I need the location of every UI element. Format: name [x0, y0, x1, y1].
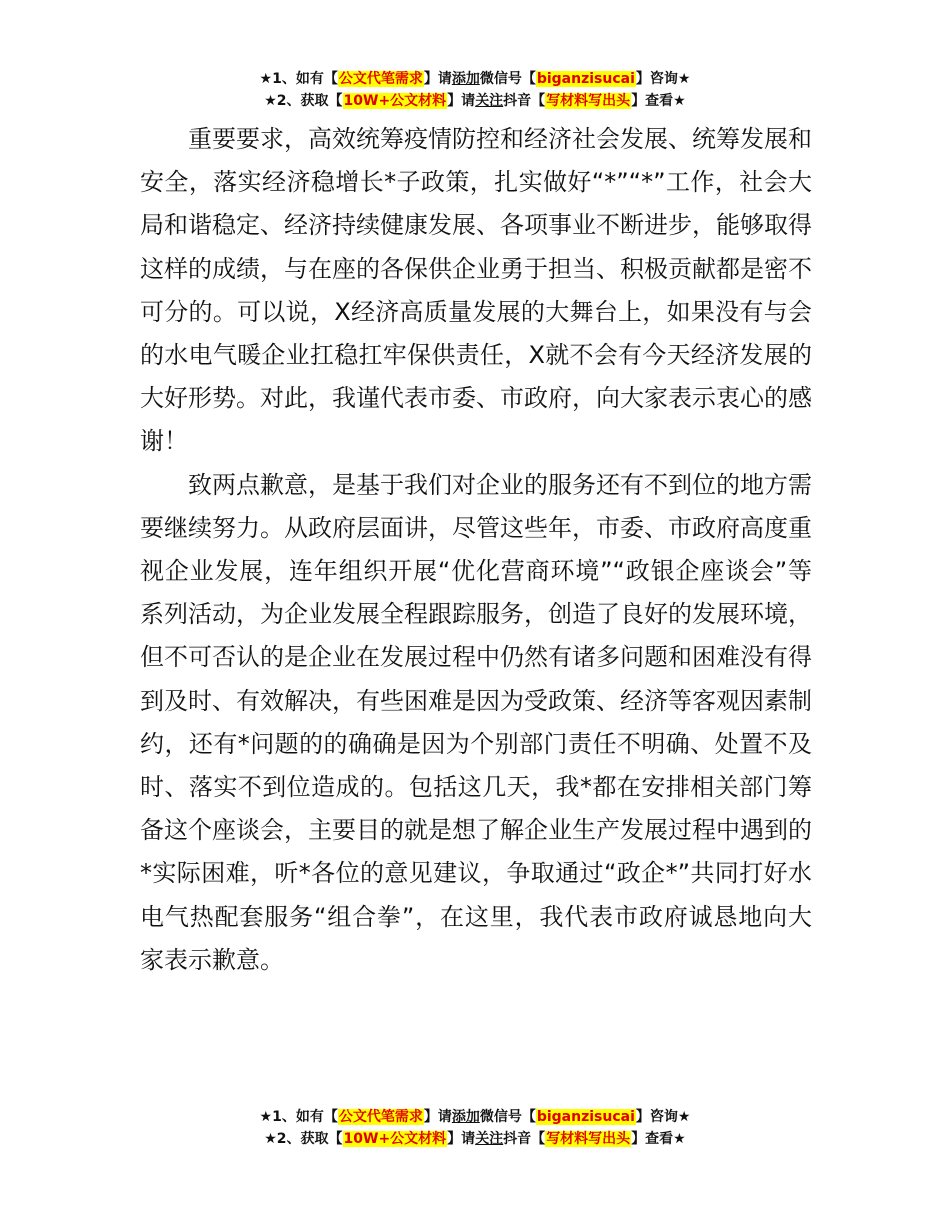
- footer-banner: [0, 1106, 950, 1150]
- highlight-douyin-id: 写材料写出头: [546, 1131, 631, 1147]
- header-banner: [0, 68, 950, 112]
- banner-text: ★1、如有【: [259, 71, 338, 87]
- paragraph-thanks: 重要要求，高效统筹疫情防控和经济社会发展、统筹发展和安全，落实经济稳增长*子政策，扎实做好“*”“*”工作，社会大局和谐稳定、经济持续健康发展、各项事业不断进步，能够取得这样的成绩，与在座的各保供企业勇于担当、积极贡献都是密不可分的。可以说，X经济高质量发展的大舞台上，如果没有与会的水电气暖企业扛稳扛牢保供责任，X就不会有今天经济发展的大好形势。对此，我谨代表市委、市政府，向大家表示衷心的感谢！: [140, 125, 812, 456]
- highlight-wechat-id: biganzisucai: [536, 1109, 635, 1125]
- document-body: [140, 118, 812, 982]
- highlight-service: 公文代笔需求: [338, 1109, 423, 1125]
- banner-text: 抖音【: [503, 1131, 546, 1147]
- banner-text: 】咨询★: [635, 71, 691, 87]
- highlight-service: 公文代笔需求: [338, 71, 423, 87]
- banner-text: 】请: [423, 1109, 452, 1125]
- banner-text: 抖音【: [503, 93, 546, 109]
- banner-text: 】请: [447, 93, 476, 109]
- banner-text: 微信号【: [479, 71, 536, 87]
- banner-text: 】咨询★: [635, 1109, 691, 1125]
- banner-line-2: [0, 1128, 950, 1150]
- banner-text: 】查看★: [631, 93, 686, 109]
- banner-underlined: 添加: [451, 71, 480, 87]
- banner-text: ★1、如有【: [259, 1109, 338, 1125]
- highlight-materials: 10W+公文材料: [343, 1131, 447, 1147]
- banner-text: ★2、获取【: [264, 93, 343, 109]
- banner-text: 】查看★: [631, 1131, 686, 1147]
- banner-line-1: [0, 68, 950, 90]
- banner-underlined: 添加: [451, 1109, 480, 1125]
- paragraph-apology: 致两点歉意，是基于我们对企业的服务还有不到位的地方需要继续努力。从政府层面讲，尽管这些年，市委、市政府高度重视企业发展，连年组织开展“优化营商环境”“政银企座谈会”等系列活动，为企业发展全程跟踪服务，创造了良好的发展环境，但不可否认的是企业在发展过程中仍然有诸多问题和困难没有得到及时、有效解决，有些困难是因为受政策、经济等客观因素制约，还有*问题的的确确是因为个别部门责任不明确、处置不及时、落实不到位造成的。包括这几天，我*都在安排相关部门筹备这个座谈会，主要目的就是想了解企业生产发展过程中遇到的*实际困难，听*各位的意见建议，争取通过“政企*”共同打好水电气热配套服务“组合拳”，在这里，我代表市政府诚恳地向大家表示歉意。: [140, 470, 812, 974]
- banner-underlined: 关注: [475, 1131, 504, 1147]
- banner-line-1: [0, 1106, 950, 1128]
- banner-text: 】请: [423, 71, 452, 87]
- highlight-wechat-id: biganzisucai: [536, 71, 635, 87]
- banner-text: 】请: [447, 1131, 476, 1147]
- banner-text: 微信号【: [479, 1109, 536, 1125]
- highlight-materials: 10W+公文材料: [343, 93, 447, 109]
- banner-line-2: [0, 90, 950, 112]
- banner-underlined: 关注: [475, 93, 504, 109]
- highlight-douyin-id: 写材料写出头: [546, 93, 631, 109]
- banner-text: ★2、获取【: [264, 1131, 343, 1147]
